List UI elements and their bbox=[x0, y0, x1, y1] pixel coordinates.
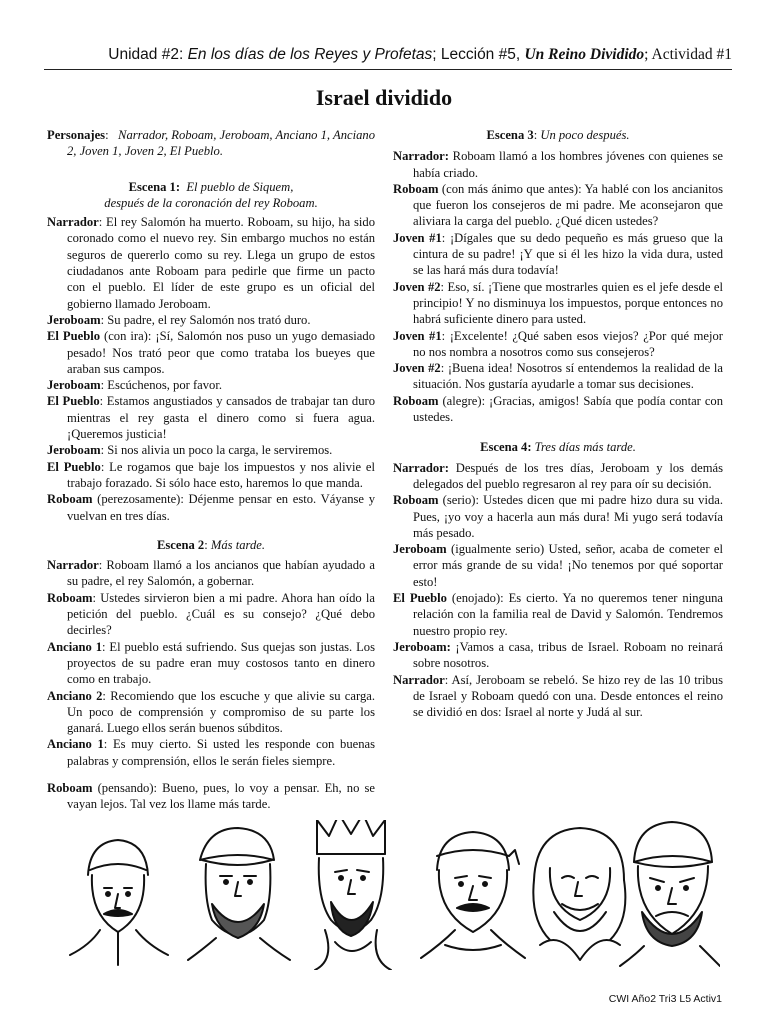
speaker-separator: : bbox=[100, 312, 105, 327]
speaker: El Pueblo bbox=[47, 329, 100, 344]
speaker: Narrador bbox=[47, 215, 99, 230]
header-unit-title: En los días de los Reyes y Profetas bbox=[187, 46, 433, 63]
header-play-title: Un Reino Dividido bbox=[524, 46, 645, 63]
scene-4-title: Tres días más tarde. bbox=[534, 440, 636, 455]
dialogue-line bbox=[47, 491, 375, 524]
king-crown-icon bbox=[315, 820, 391, 970]
speaker-separator: : bbox=[103, 737, 108, 752]
line-text: (serio): Ustedes dicen que mi padre hizo dura su vida. Pues, ¡yo voy a hacerla aun más dura! Mi yugo será todavía más pesado. bbox=[413, 493, 723, 540]
speaker-separator: : bbox=[440, 279, 445, 294]
line-text: El rey Salomón ha muerto. Roboam, su hijo, ha sido coronado como el nuevo rey. Sin embargo muchos no están seguros de quererlo como su rey. Llega un grupo de estos ciudadanos ante Roboam para pedirle que firme un pacto con el pueblo. El líder de este grupo es un oficial del gobierno llamado Jeroboam. bbox=[67, 215, 375, 311]
speaker: Roboam bbox=[47, 492, 93, 507]
dialogue-line bbox=[393, 181, 723, 230]
dialogue-line bbox=[393, 328, 723, 361]
dialogue-line bbox=[393, 460, 723, 493]
scene-2-title: Más tarde. bbox=[210, 537, 265, 552]
line-text: Es muy cierto. Si usted les responde con buenas palabras y comprensión, ellos le serán fieles siempre. bbox=[67, 737, 376, 768]
dialogue-line bbox=[47, 377, 375, 393]
dialogue-line bbox=[47, 736, 375, 769]
line-text: (con más ánimo que antes): Ya hablé con los ancianitos que fueron los consejeros de mi padre. Me aconsejaron que aliviara la carga del pueblo. ¿Qué dicen ustedes? bbox=[413, 181, 723, 229]
dialogue-line bbox=[47, 688, 375, 737]
scene-3-label: Escena 3 bbox=[486, 128, 534, 142]
man-mustache-icon bbox=[70, 840, 168, 965]
line-text: ¡Buena idea! Nosotros sí entendemos la realidad de la situación. Nos gustaría ayudarle a tomar sus decisiones. bbox=[413, 361, 723, 392]
speaker: Jeroboam bbox=[47, 443, 101, 458]
page-header bbox=[30, 46, 732, 64]
speaker: Narrador: bbox=[393, 460, 449, 475]
line-text: Ustedes sirvieron bien a mi padre. Ahora han oído la petición del pueblo. ¿Cuál es su consejo? ¿Qué debo decirles? bbox=[67, 590, 375, 638]
dialogue-line bbox=[393, 672, 723, 721]
line-text: (pensando): Bueno, pues, lo voy a pensar. Eh, no se vayan lejos. Tal vez los llame más tarde. bbox=[67, 780, 375, 812]
page-footer: CWI Año2 Tri3 L5 Activ1 bbox=[608, 993, 722, 1005]
line-text: Roboam llamó a los ancianos que habían ayudado a su padre, el rey Salomón, a gobernar. bbox=[67, 558, 375, 589]
speaker-separator: : bbox=[98, 215, 103, 230]
right-column bbox=[393, 127, 723, 720]
speaker-separator: : bbox=[441, 230, 446, 245]
scene-2-heading: Escena 2: Más tarde. bbox=[157, 537, 265, 552]
scene-2-label: Escena 2 bbox=[157, 537, 205, 552]
dialogue-line bbox=[393, 492, 723, 541]
man-bearded-turban-icon bbox=[188, 828, 290, 960]
dialogue-line bbox=[47, 639, 375, 688]
speaker: Anciano 1 bbox=[47, 639, 102, 654]
speaker: Jeroboam bbox=[393, 542, 447, 557]
scene-2-dialogue bbox=[47, 557, 375, 769]
line-text: El pueblo está sufriendo. Sus quejas son justas. Los proyectos de su padre eran muy costosos tanto en dinero como en trabajo. bbox=[67, 639, 375, 687]
line-text: ¡Excelente! ¿Qué saben esos viejos? ¿Por qué mejor no nos nombra a nosotros como sus consejeros? bbox=[413, 328, 723, 359]
dialogue-line bbox=[47, 312, 375, 328]
speaker-separator: : bbox=[100, 378, 105, 393]
dialogue-line bbox=[47, 214, 375, 312]
speaker-separator: : bbox=[99, 394, 104, 409]
line-text: Recomiendo que los escuche y que alivie su carga. Un poco de comprensión y compromiso de su parte los ganará. Luego ellos serán buenos súbditos. bbox=[67, 688, 375, 736]
dialogue-line bbox=[393, 360, 723, 393]
line-text: (alegre): ¡Gracias, amigos! Sabía que podía contar con ustedes. bbox=[413, 393, 723, 425]
speaker: Roboam bbox=[393, 181, 439, 196]
line-text: (con ira): ¡Sí, Salomón nos puso un yugo demasiado pesado! Nos trató peor que como trataba los bueyes que araban sus campos. bbox=[67, 329, 375, 376]
speaker: El Pueblo bbox=[47, 394, 100, 409]
line-text: Le rogamos que baje los impuestos y nos alivie el trabajo forazado. Si sólo hace esto, haremos lo que manda. bbox=[67, 459, 375, 490]
speaker-separator: : bbox=[440, 361, 445, 376]
scene-1-title-line-1: El pueblo de Siquem, bbox=[186, 179, 294, 194]
dialogue-line bbox=[393, 541, 723, 590]
dialogue-line bbox=[47, 557, 375, 590]
header-lesson: ; Lección #5, bbox=[432, 46, 525, 63]
scene-4-dialogue bbox=[393, 460, 723, 721]
speaker-separator: : bbox=[444, 672, 449, 687]
speaker: El Pueblo bbox=[393, 591, 447, 606]
speaker-separator: : bbox=[92, 590, 96, 605]
page-title: Israel dividido bbox=[315, 85, 453, 110]
old-man-smiling-icon bbox=[533, 828, 625, 960]
speaker: Roboam bbox=[393, 493, 439, 508]
header-rule bbox=[44, 69, 732, 70]
dialogue-line bbox=[393, 590, 723, 639]
scene-1-dialogue bbox=[47, 214, 375, 524]
speaker: Anciano 1 bbox=[47, 737, 104, 752]
old-man-turban-icon bbox=[620, 822, 720, 966]
dialogue-line bbox=[47, 590, 375, 639]
characters-label: Personajes bbox=[47, 128, 106, 142]
scene-3-heading: Escena 3: Un poco después. bbox=[486, 128, 630, 142]
speaker: Jeroboam: bbox=[393, 639, 451, 654]
scene-4-label: Escena 4: bbox=[480, 440, 532, 455]
line-text: ¡Vamos a casa, tribus de Israel. Roboam no reinará sobre nosotros. bbox=[413, 639, 723, 671]
speaker-separator: : bbox=[102, 688, 106, 703]
line-text: Roboam llamó a los hombres jóvenes con quienes se había criado. bbox=[413, 149, 723, 180]
speaker: Jeroboam bbox=[47, 378, 101, 393]
characters-list: Narrador, Roboam, Jeroboam, Anciano 1, Anciano 2, Joven 1, Joven 2, El Pueblo. bbox=[67, 128, 375, 159]
dialogue-line bbox=[393, 148, 723, 181]
line-text: (igualmente serio) Usted, señor, acaba de cometer el error más grande de su vida! ¡No tenemos por qué soportar esto! bbox=[413, 542, 723, 589]
speaker: Roboam bbox=[47, 590, 93, 605]
speaker: El Pueblo bbox=[47, 459, 101, 474]
line-text: Si nos alivia un poco la carga, le serviremos. bbox=[104, 443, 333, 458]
line-text: Eso, sí. ¡Tiene que mostrarles quien es el jefe desde el principio! Y no disminuya los impuestos, porque entonces no habrá suficiente dinero para usted. bbox=[413, 279, 723, 327]
line-text: ¡Dígales que su dedo pequeño es más grueso que la cintura de su padre! ¡Y que si él les hizo la vida dura, usted se las hará más dura todavía! bbox=[413, 230, 723, 278]
speaker-separator: : bbox=[441, 328, 446, 343]
scene-4-heading bbox=[393, 439, 723, 455]
speaker: Narrador bbox=[47, 558, 99, 573]
scene-3-dialogue bbox=[393, 148, 723, 425]
line-text: Después de los tres días, Jeroboam y los demás delegados del pueblo regresaron al rey para oír su decisión. bbox=[413, 460, 723, 491]
scene-1-title-line-2: después de la coronación del rey Roboam. bbox=[104, 195, 318, 210]
speaker: Jeroboam bbox=[47, 312, 101, 327]
left-column bbox=[47, 127, 375, 813]
characters-line: Personajes: Narrador, Roboam, Jeroboam, Anciano 1, Anciano 2, Joven 1, Joven 2, El Pueblo. bbox=[47, 128, 375, 159]
speaker: Anciano 2 bbox=[47, 688, 103, 703]
dialogue-line bbox=[47, 442, 375, 458]
dialogue-line bbox=[393, 279, 723, 328]
characters-illustration bbox=[60, 820, 720, 970]
dialogue-line bbox=[47, 328, 375, 377]
scene-2-closing-line bbox=[47, 780, 375, 813]
scene-1-label: Escena 1: bbox=[128, 179, 181, 194]
dialogue-line bbox=[393, 393, 723, 426]
scene-1-heading bbox=[47, 179, 375, 212]
line-text: (enojado): Es cierto. Ya no queremos tener ninguna relación con la familia real de David y Salomón. Tendremos nuestro propio rey. bbox=[413, 591, 723, 638]
speaker: Narrador bbox=[393, 672, 445, 687]
speaker: Narrador: bbox=[393, 149, 449, 164]
line-text: Escúchenos, por favor. bbox=[104, 378, 222, 393]
speaker-separator: : bbox=[100, 443, 105, 458]
man-bandana-icon bbox=[421, 832, 525, 958]
speaker-separator: : bbox=[98, 558, 103, 573]
dialogue-line bbox=[47, 459, 375, 492]
header-prefix: Unidad #2: bbox=[108, 46, 188, 63]
speaker: Joven #2 bbox=[393, 279, 441, 294]
dialogue-line bbox=[393, 230, 723, 279]
line-text: Su padre, el rey Salomón nos trató duro. bbox=[104, 312, 311, 327]
speaker: Joven #1 bbox=[393, 328, 442, 343]
dialogue-line bbox=[47, 393, 375, 442]
header-activity: ; Actividad #1 bbox=[644, 46, 732, 63]
line-text: (perezosamente): Déjenme pensar en esto. Váyanse y vuelvan en tres días. bbox=[67, 492, 375, 523]
line-text: Así, Jeroboam se rebeló. Se hizo rey de las 10 tribus de Israel y Roboam quedó con una. Desde entonces el reino se dividió en dos: Israel al norte y Judá al sur. bbox=[413, 672, 723, 720]
speaker-separator: : bbox=[102, 639, 106, 654]
dialogue-line bbox=[393, 639, 723, 672]
scene-3-title: Un poco después. bbox=[540, 128, 630, 142]
speaker: Roboam bbox=[47, 780, 93, 795]
speaker: Joven #1 bbox=[393, 230, 442, 245]
line-text: Estamos angustiados y cansados de trabajar tan duro mientras el rey gasta el dinero como si fuera agua. ¡Queremos justicia! bbox=[67, 394, 375, 442]
speaker: Roboam bbox=[393, 393, 439, 408]
speaker: Joven #2 bbox=[393, 361, 441, 376]
speaker-separator: : bbox=[100, 459, 105, 474]
